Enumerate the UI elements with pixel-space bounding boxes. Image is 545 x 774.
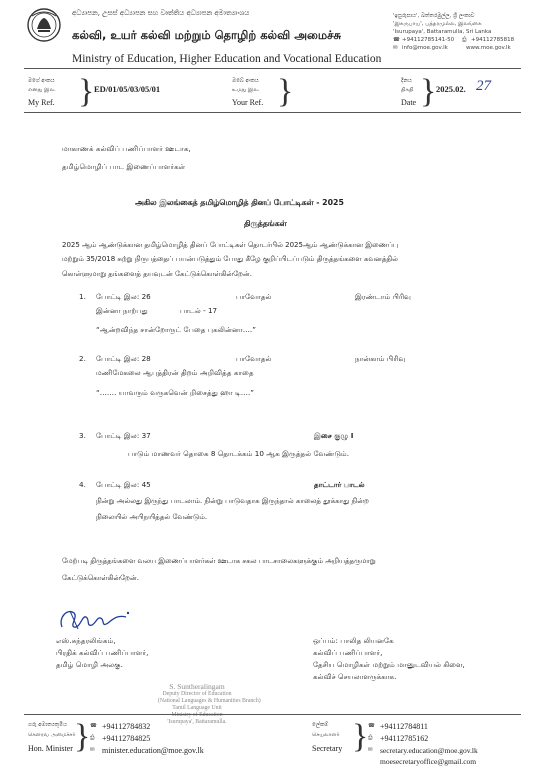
header-divider <box>24 68 521 69</box>
date-ta: திகதி <box>401 87 414 93</box>
item-2-quote: “……. யாவரும் வருகவென் றிசைத்து ஹா டி….” <box>96 388 254 397</box>
phone-icon: ☎ <box>368 723 375 729</box>
item-1-quote: “ஆன்றவிந்த சான்றோருட் பேதை புகலின்னா….” <box>96 325 256 334</box>
my-ref-ta: எனது இல. <box>28 87 56 93</box>
stamp-line: (National Languages & Humanities Branch) <box>158 698 261 704</box>
item-1-detail-a: இன்னா நாற்பது <box>96 306 148 315</box>
address-sinhala: 'ඉසුරුපාය', බත්තරමුල්ල, ශ්‍රී ලංකාව <box>393 13 475 19</box>
item-4-type: தாட்டார் பாடல் <box>314 480 365 489</box>
minister-fax: +94112784825 <box>102 734 151 743</box>
signatory-right-label: ஒப்பம்: பாலித லியனகே <box>313 636 394 645</box>
signatory-left-title: பிரதிக் கல்விப் பணிப்பாளர், <box>56 648 149 657</box>
item-2-division: நான்காம் பிரிவு <box>355 354 406 363</box>
letterhead-website: www.moe.gov.lk <box>466 45 511 51</box>
my-ref-value: ED/01/05/03/05/01 <box>94 84 161 94</box>
item-3-number: 3. <box>79 431 86 440</box>
your-ref-ta: உமது இல. <box>232 87 260 93</box>
secretary-brace: } <box>352 718 369 755</box>
fax-icon: ⎙ <box>368 735 373 741</box>
fax-icon: ⎙ <box>90 735 95 741</box>
address-tamil: 'இசுருபாய', பத்தரமுல்ல, இலங்கை <box>393 21 482 27</box>
secretary-si: ලේකම් <box>312 722 329 728</box>
item-2-type: பாவோதல் <box>236 354 272 363</box>
item-4-number: 4. <box>79 480 86 489</box>
item-3-competition: போட்டி இல: 37 <box>96 431 151 440</box>
secretary-email-1: secretary.education@moe.gov.lk <box>380 746 478 755</box>
letterhead-english: Ministry of Education, Higher Education and Vocational Education <box>72 53 382 65</box>
stamp-line: Tamil Language Unit <box>172 705 222 711</box>
stamp-line: 'Isurupaya', Battaramulla. <box>167 719 227 725</box>
your-ref-si: ඔබේ අංකය <box>232 78 259 84</box>
my-ref-en: My Ref. <box>28 98 55 107</box>
minister-ta: கௌரவ அமைச்சர் <box>28 732 76 738</box>
phone-icon: ☎ <box>90 723 97 729</box>
signatory-right-title: கல்விப் பணிப்பாளர், <box>313 648 383 657</box>
letterhead-phone: +94112785141-50 <box>402 37 455 43</box>
official-stamp <box>158 682 261 726</box>
recipient-line-1: மாகாணக் கல்விப் பணிப்பாளர் ஊடாக, <box>62 144 191 153</box>
letterhead-fax: +94112785818 <box>471 37 515 43</box>
secretary-en: Secretary <box>312 744 343 753</box>
signatory-right-office: கல்விச் செயலாளருக்காக. <box>313 672 397 681</box>
phone-icon: ☎ <box>393 37 400 43</box>
address-english: 'Isurupaya', Battaramulla, Sri Lanka <box>393 29 492 35</box>
minister-si: ගරු අමාත්‍යතුමිය <box>28 722 68 728</box>
item-1-type: பாவோதல் <box>236 292 272 301</box>
minister-en: Hon. Minister <box>28 744 73 753</box>
date-si: දිනය <box>401 78 412 84</box>
item-4-detail-a: நின்று அல்லது இருந்து பாடலாம். நின்று பாடுவதாக இருந்தால் காலைத் தூக்காது நின்ற <box>96 497 369 505</box>
secretary-email-2: moesecretaryoffice@gmail.com <box>380 757 477 766</box>
recipient-line-2: தமிழ்மொழிப் பாட இணைப்பாளர்கள் <box>62 162 186 171</box>
item-2-number: 2. <box>79 354 86 363</box>
item-4-competition: போட்டி இல: 45 <box>96 480 151 489</box>
date-day-handwritten: 27 <box>476 78 491 94</box>
email-icon: ✉ <box>90 747 95 753</box>
letterhead-email: info@moe.gov.lk <box>402 45 448 51</box>
sri-lanka-emblem <box>27 7 61 43</box>
secretary-phone: +94112784811 <box>380 722 428 731</box>
signatory-left-unit: தமிழ் மொழி அலகு. <box>56 660 123 669</box>
minister-phone: +94112784832 <box>102 722 151 731</box>
email-icon: ✉ <box>368 747 373 753</box>
signatory-right-branch: தேசிய மொழிகள் மற்றும் மானுடவியல் கிளை, <box>313 660 465 669</box>
secretary-fax: +94112785162 <box>380 734 429 743</box>
email-icon: ✉ <box>393 45 398 51</box>
fax-icon: ⎙ <box>462 37 467 43</box>
signatory-left-name: எஸ்.சுந்தரலிங்கம், <box>56 636 116 645</box>
your-ref-en: Your Ref. <box>232 98 264 107</box>
my-ref-brace: } <box>78 73 95 110</box>
item-4-detail-b: நிலையில் அபிநயித்தல் வேண்டும். <box>96 513 208 521</box>
footer-divider <box>24 714 521 715</box>
letterhead-tamil: கல்வி, உயர் கல்வி மற்றும் தொழிற் கல்வி அமைச்சு <box>72 28 341 42</box>
item-2-detail-a: மணிமேகலை ஆபுத்திரன் திறம் அறிவித்த காதை <box>96 368 254 377</box>
intro-line-1: 2025 ஆம் ஆண்டுக்கான தமிழ்மொழித் தினப் போட்டிகள் தொடர்பில் 2025ஆம் ஆண்டுக்கான இணைப்பு <box>62 241 399 249</box>
item-2-competition: போட்டி இல: 28 <box>96 354 151 363</box>
item-1-competition: போட்டி இல: 26 <box>96 292 151 301</box>
minister-email: minister.education@moe.gov.lk <box>102 746 204 755</box>
minister-brace: } <box>74 718 91 755</box>
page-title: அகில இலங்கைத் தமிழ்மொழித் தினப் போட்டிகள் - 2025 <box>135 198 344 207</box>
item-3-type: இசை குழு I <box>314 431 354 440</box>
page-subtitle: திருத்தங்கள் <box>244 219 287 228</box>
item-3-detail-a: பாடும் மாணவர் தொகை 8 தொடக்கம் 10 ஆக இருத்தல் வேண்டும். <box>128 449 350 458</box>
stamp-line: Ministry of Education <box>171 712 223 718</box>
your-ref-brace: } <box>277 73 294 110</box>
handwritten-signature <box>56 605 134 633</box>
my-ref-si: මගේ අංකය <box>28 78 55 84</box>
date-value: 2025.02. <box>436 84 466 94</box>
secretary-ta: செயலாளர் <box>312 732 340 738</box>
intro-line-3: கொள்ளுமாறு தங்களைத் தயவுடன் கேட்டுக்கொள்கின்றேன். <box>62 270 252 278</box>
intro-line-2: மற்றும் 35/2018 சுற்று நிருபத்தைப் பயன்படுத்தும் போது கீழே குறிப்பிடப்படும் திருத்தங்களை கவனத்தில் <box>62 255 398 263</box>
reference-divider <box>24 112 521 113</box>
item-1-division: இரண்டாம் பிரிவு <box>355 292 412 301</box>
letterhead-sinhala: අධ්‍යාපන, උසස් අධ්‍යාපන සහ වෘත්තිය අධ්‍යාපන අමාත්‍යාංශය <box>72 9 250 17</box>
date-brace: } <box>420 73 437 110</box>
stamp-line: S. Suntheralingam <box>169 682 225 691</box>
item-1-number: 1. <box>79 292 86 301</box>
closing-line-2: கேட்டுக்கொள்கின்றேன். <box>62 574 139 582</box>
item-1-detail-b: பாடல் - 17 <box>180 306 218 315</box>
date-en: Date <box>401 98 417 107</box>
closing-line-1: மேற்படி திருத்தங்களை வலய இணைப்பாளர்கள் ஊடாக சகல பாடசாலைகளுக்கும் அறியத்தருமாறு <box>62 557 376 565</box>
stamp-line: Deputy Director of Education <box>162 691 232 697</box>
